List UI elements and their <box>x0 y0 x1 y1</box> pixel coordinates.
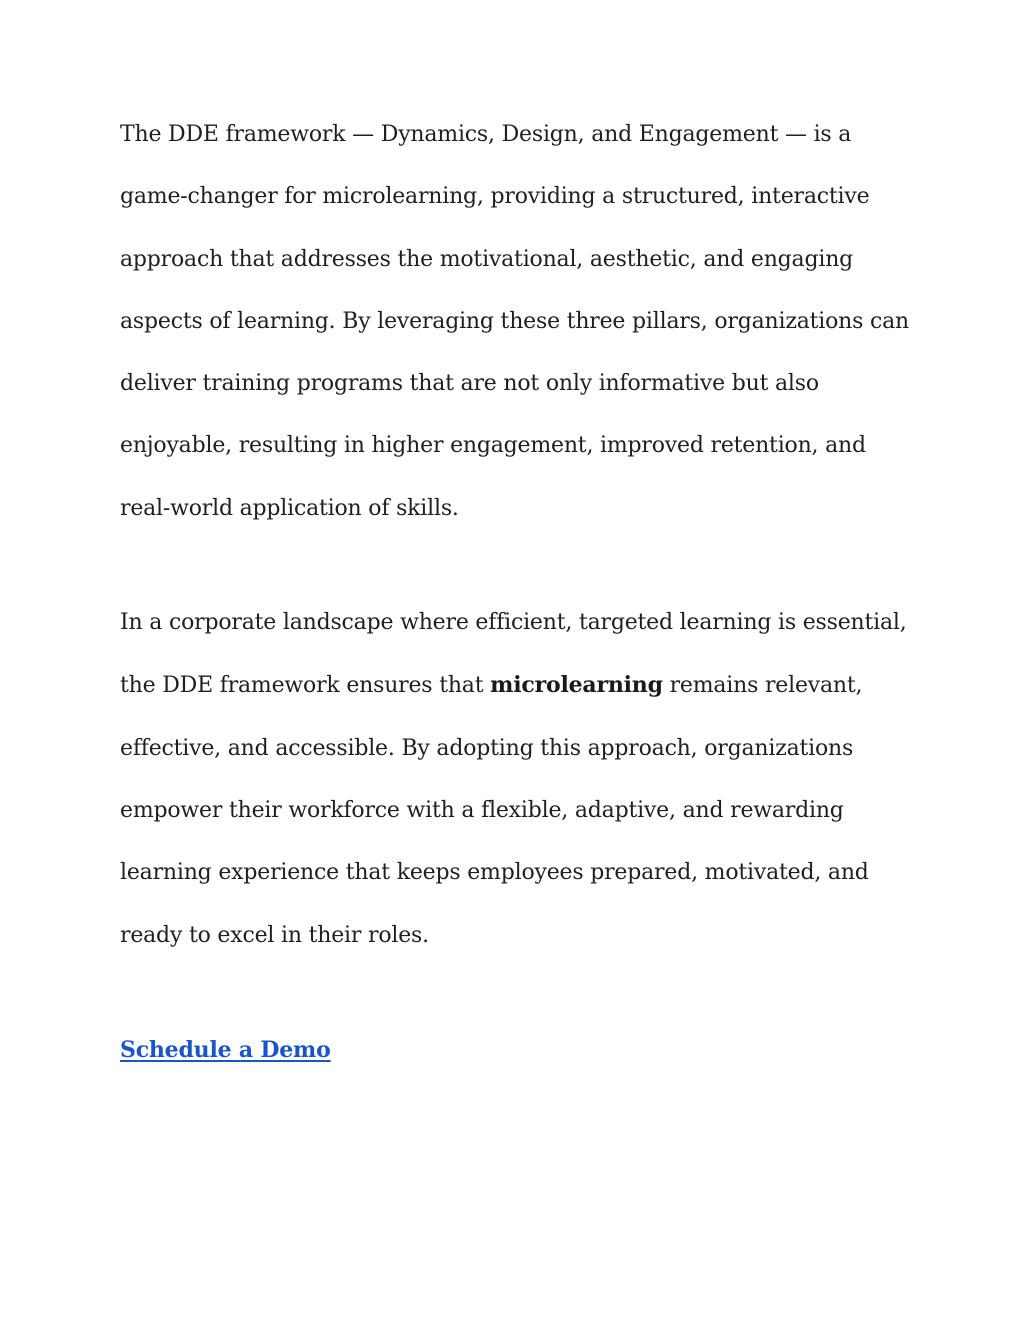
bold-term-microlearning: microlearning <box>490 672 663 699</box>
paragraph-text-before: In a corporate landscape where efficient, targeted learning is essential, the DDE framework ensures that <box>120 610 907 699</box>
cta-container <box>120 1019 920 1082</box>
document-page <box>120 104 920 1082</box>
schedule-demo-link[interactable]: Schedule a Demo <box>120 1036 331 1063</box>
paragraph-corporate-landscape <box>120 592 920 967</box>
paragraph-dde-framework: The DDE framework — Dynamics, Design, and Engagement — is a game-changer for microlearning, providing a structured, interactive approach that addresses the motivational, aesthetic, and engaging aspects of learning. By leveraging these three pillars, organizations can deliver training programs that are not only informative but also enjoyable, resulting in higher engagement, improved retention, and real-world application of skills. <box>120 122 910 521</box>
paragraph-text-after: remains relevant, effective, and accessible. By adopting this approach, organizations empower their workforce with a flexible, adaptive, and rewarding learning experience that keeps employees prepared, motivated, and ready to excel in their roles. <box>120 673 869 948</box>
